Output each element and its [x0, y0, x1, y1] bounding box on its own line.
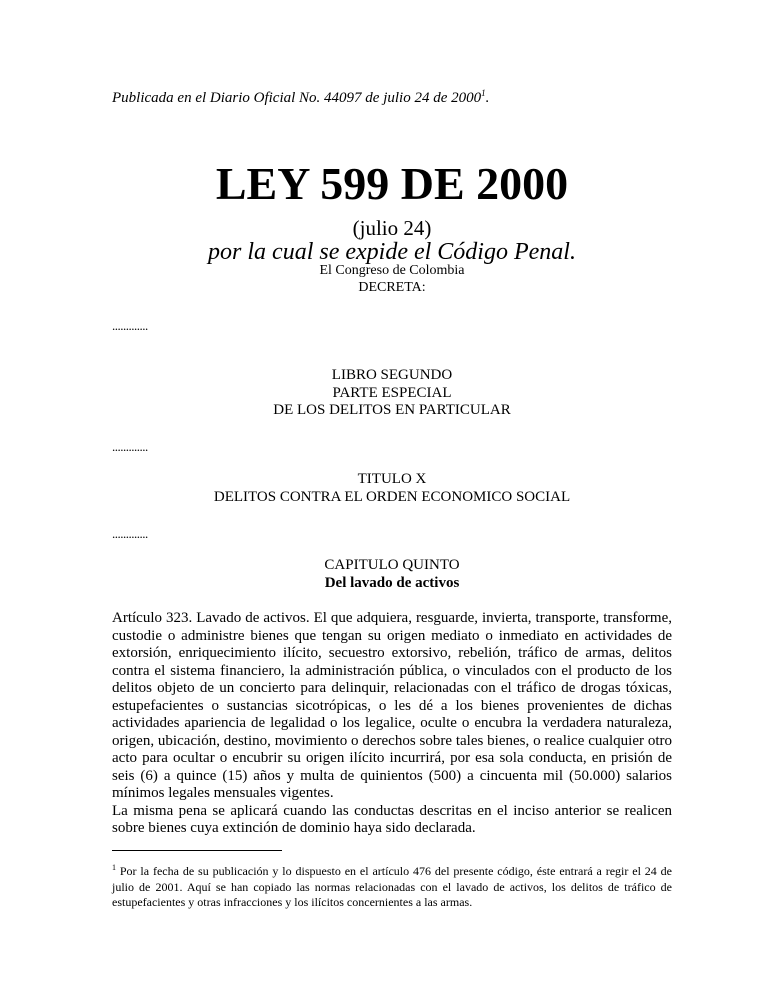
article-323 — [112, 610, 672, 838]
decree: DECRETA: — [358, 280, 426, 295]
article-paragraph: Artículo 323. Lavado de activos. El que adquiera, resguarde, invierta, transporte, transforme, custodie o administre bienes que tengan su origen mediato o inmediato en actividades de extorsión, enriquecimiento ilícito, secuestro extorsivo, rebelión, tráfico de armas, delitos contra el sistema financiero, la administración pública, o vinculados con el producto de los delitos objeto de un concierto para delinquir, relacionadas con el tráfico de drogas tóxicas, estupefacientes o sustancias sicotrópicas, o les dé a los bienes provenientes de dichas actividades apariencia de legalidad o los legalice, oculte o encubra la verdadera naturaleza, origen, ubicación, destino, movimiento o derechos sobre tales bienes, o realice cualquier otro acto para ocultar o encubrir su origen ilícito incurrirá, por esa sola conducta, en prisión de seis (6) a quince (15) años y multa de quinientos (500) a cincuenta mil (50.000) salarios mínimos legales mensuales vigentes. — [112, 610, 672, 801]
capitulo-name: Del lavado de activos — [324, 574, 460, 591]
capitulo-heading — [112, 557, 672, 592]
issuer: El Congreso de Colombia — [319, 263, 465, 278]
libro-heading — [112, 367, 672, 420]
article-paragraph: La misma pena se aplicará cuando las conductas descritas en el inciso anterior se realicen sobre bienes cuya extinción de dominio haya sido declarada. — [112, 802, 672, 836]
titulo-line: TITULO X — [357, 471, 427, 487]
law-title: LEY 599 DE 2000 — [215, 158, 569, 209]
footnote-number: 1 — [112, 863, 116, 872]
titulo-line: DELITOS CONTRA EL ORDEN ECONOMICO SOCIAL — [213, 488, 571, 505]
ellipsis-separator: ............. — [112, 526, 148, 541]
capitulo-number: CAPITULO QUINTO — [324, 557, 460, 573]
libro-line: DE LOS DELITOS EN PARTICULAR — [273, 402, 511, 418]
publication-end: . — [485, 90, 490, 106]
issuer-block — [112, 262, 672, 296]
publication-text: Publicada en el Diario Oficial No. 44097 de julio 24 de 2000 — [112, 90, 482, 106]
publication-note — [112, 84, 672, 107]
ellipsis-separator: ............. — [112, 439, 148, 454]
law-date: (julio 24) — [352, 216, 432, 240]
libro-line: PARTE ESPECIAL — [332, 384, 452, 401]
titulo-heading — [112, 471, 672, 506]
footnote-text: Por la fecha de su publicación y lo dispuesto en el artículo 476 del presente código, éste entrará a regir el 24 de julio de 2001. Aquí se han copiado las normas relacionadas con el lavado de activos, los delitos de tráfico de estupefacientes y otras infracciones y los ilícitos concernientes a las armas. — [112, 864, 672, 909]
footnote-divider — [112, 850, 282, 851]
footnote — [112, 860, 672, 911]
footnote-ref[interactable]: 1 — [481, 88, 486, 98]
libro-line: LIBRO SEGUNDO — [331, 367, 453, 383]
law-subtitle: por la cual se expide el Código Penal. — [208, 239, 576, 265]
ellipsis-separator: ............. — [112, 318, 148, 333]
